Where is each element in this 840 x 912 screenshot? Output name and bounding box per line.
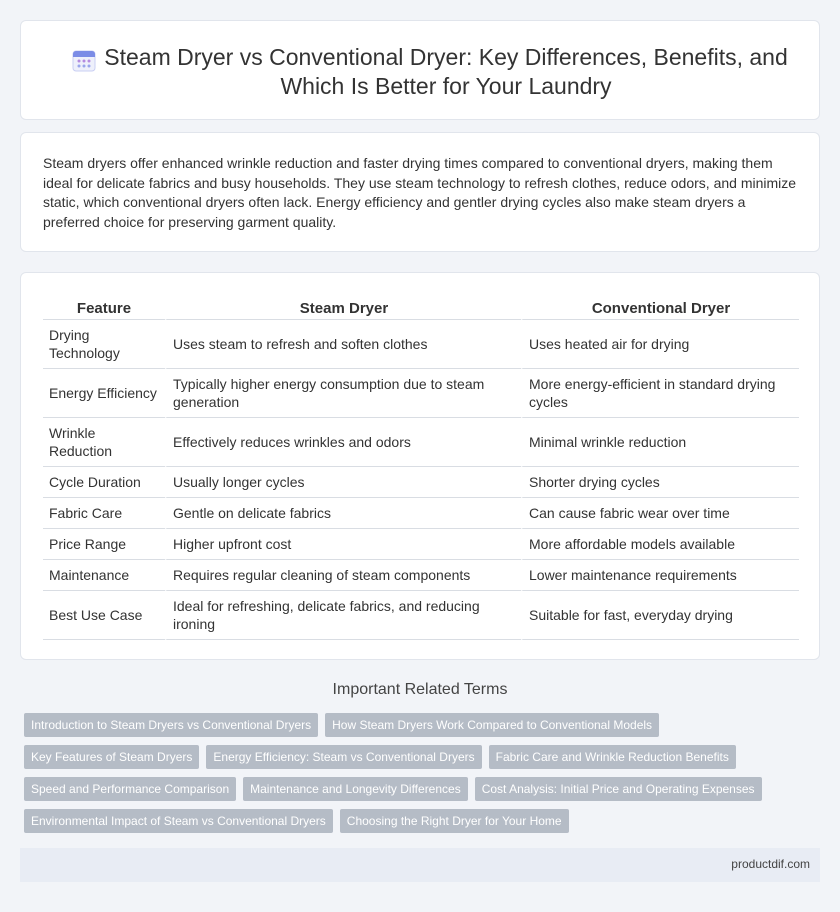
feature-cell: Price Range	[43, 529, 165, 560]
steam-cell: Typically higher energy consumption due to steam generation	[165, 369, 521, 418]
table-row	[43, 418, 799, 467]
table-header-row	[43, 295, 799, 320]
intro-paragraph: Steam dryers offer enhanced wrinkle reduction and faster drying times compared to conventional dryers, making them ideal for delicate fabrics and busy households. They use steam technology to refresh clothes, reduce odors, and minimize static, which conventional dryers often lack. Energy efficiency and gentler drying cycles also make steam dryers a preferred choice for preserving garment quality.	[43, 155, 797, 230]
related-term-tag[interactable]: Fabric Care and Wrinkle Reduction Benefits	[489, 745, 736, 769]
table-row	[43, 369, 799, 418]
related-term-tag[interactable]: Environmental Impact of Steam vs Conventional Dryers	[24, 809, 333, 833]
related-term-tag[interactable]: Maintenance and Longevity Differences	[243, 777, 468, 801]
related-term-tag[interactable]: How Steam Dryers Work Compared to Conventional Models	[325, 713, 659, 737]
conventional-cell: More affordable models available	[521, 529, 799, 560]
site-name[interactable]: productdif.com	[731, 857, 810, 871]
related-term-tag[interactable]: Introduction to Steam Dryers vs Conventional Dryers	[24, 713, 318, 737]
related-term-tag[interactable]: Cost Analysis: Initial Price and Operating Expenses	[475, 777, 762, 801]
page-title: Steam Dryer vs Conventional Dryer: Key Differences, Benefits, and Which Is Better for Your Laundry	[104, 44, 788, 99]
feature-cell: Wrinkle Reduction	[43, 418, 165, 467]
table-row	[43, 560, 799, 591]
conventional-cell: More energy-efficient in standard drying cycles	[521, 369, 799, 418]
related-term-tag[interactable]: Energy Efficiency: Steam vs Conventional Dryers	[206, 745, 481, 769]
table-row	[43, 591, 799, 640]
column-header-feature: Feature	[43, 295, 165, 320]
footer-bar	[20, 848, 820, 882]
related-terms-title: Important Related Terms	[332, 681, 508, 698]
header-card	[20, 20, 820, 120]
table-row	[43, 498, 799, 529]
steam-cell: Requires regular cleaning of steam components	[165, 560, 521, 591]
comparison-table-card	[20, 272, 820, 660]
conventional-cell: Shorter drying cycles	[521, 467, 799, 498]
conventional-cell: Minimal wrinkle reduction	[521, 418, 799, 467]
related-terms-tags	[24, 713, 784, 841]
column-header-conventional: Conventional Dryer	[521, 295, 799, 320]
table-row	[43, 467, 799, 498]
steam-cell: Uses steam to refresh and soften clothes	[165, 320, 521, 369]
feature-cell: Energy Efficiency	[43, 369, 165, 418]
related-term-tag[interactable]: Key Features of Steam Dryers	[24, 745, 199, 769]
column-header-steam: Steam Dryer	[165, 295, 521, 320]
feature-cell: Cycle Duration	[43, 467, 165, 498]
table-row	[43, 320, 799, 369]
intro-card	[20, 132, 820, 252]
steam-cell: Ideal for refreshing, delicate fabrics, and reducing ironing	[165, 591, 521, 640]
table-row	[43, 529, 799, 560]
related-term-tag[interactable]: Speed and Performance Comparison	[24, 777, 236, 801]
steam-cell: Effectively reduces wrinkles and odors	[165, 418, 521, 467]
related-term-tag[interactable]: Choosing the Right Dryer for Your Home	[340, 809, 569, 833]
comparison-table	[43, 295, 799, 640]
conventional-cell: Suitable for fast, everyday drying	[521, 591, 799, 640]
steam-cell: Gentle on delicate fabrics	[165, 498, 521, 529]
feature-cell: Maintenance	[43, 560, 165, 591]
feature-cell: Fabric Care	[43, 498, 165, 529]
conventional-cell: Can cause fabric wear over time	[521, 498, 799, 529]
conventional-cell: Lower maintenance requirements	[521, 560, 799, 591]
conventional-cell: Uses heated air for drying	[521, 320, 799, 369]
feature-cell: Drying Technology	[43, 320, 165, 369]
steam-cell: Higher upfront cost	[165, 529, 521, 560]
steam-cell: Usually longer cycles	[165, 467, 521, 498]
feature-cell: Best Use Case	[43, 591, 165, 640]
